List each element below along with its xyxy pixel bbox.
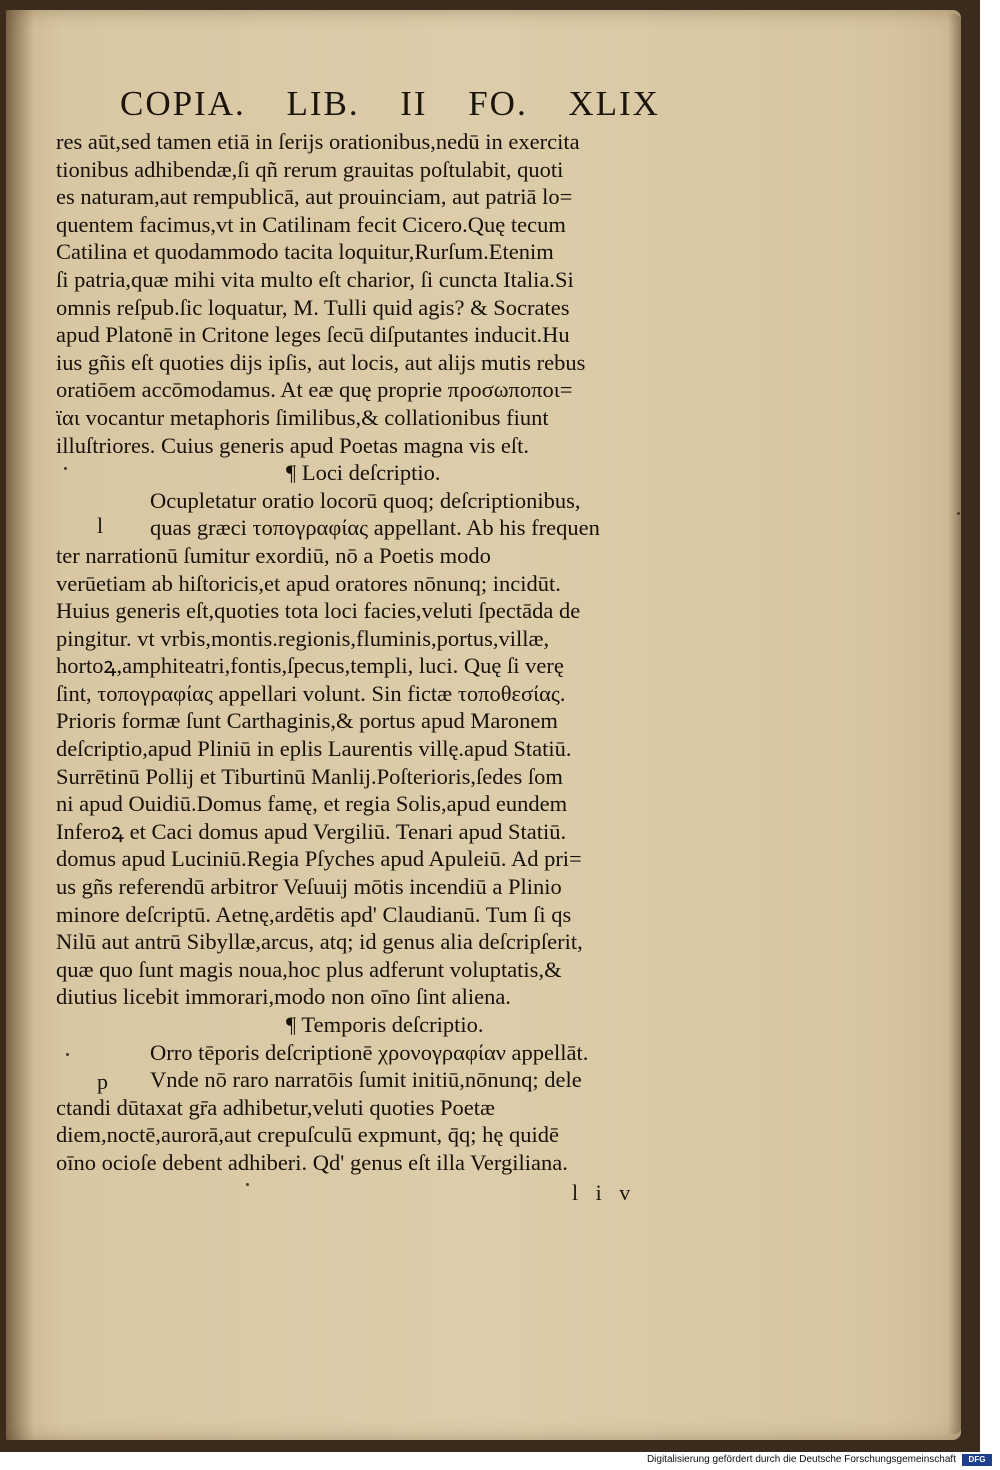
text-line: illuſtriores. Cuius generis apud Poetas magna vis eſt. xyxy=(56,432,530,458)
text-line: hortoꝝ,amphiteatri,fontis,ſpecus,templi, luci. Quę ſi verę xyxy=(56,653,564,679)
text-line: ϊαι vocantur metaphoris ſimilibus,& collationibus fiunt xyxy=(56,404,549,430)
section-heading-loci: ¶ Loci deſcriptio. xyxy=(286,460,441,486)
text-line: Ocupletatur oratio locorū quoq; deſcriptionibus, xyxy=(150,487,581,513)
text-line: Surrētinū Pollij et Tiburtinū Manlij.Poſterioris,ſedes ſom xyxy=(56,763,563,789)
signature-mark: l i v xyxy=(572,1180,637,1205)
footer-credit: Digitalisierung gefördert durch die Deutsche Forschungsgemeinschaft xyxy=(646,1454,956,1465)
margin-initial-p: p xyxy=(97,1069,108,1094)
text-line: quentem facimus,vt in Catilinam fecit Cicero.Quę tecum xyxy=(56,211,566,237)
header-book-number: II xyxy=(400,84,428,123)
text-line: apud Platonē in Critone leges ſecū diſputantes inducit.Hu xyxy=(56,322,570,348)
running-header xyxy=(120,84,660,124)
text-line: diutius licebit immorari,modo non oīno ſint aliena. xyxy=(56,984,511,1010)
text-line: verūetiam ab hiſtoricis,et apud oratores nōnunq; incidūt. xyxy=(56,570,561,596)
text-line: domus apud Luciniū.Regia Pſyches apud Apuleiū. Ad pri= xyxy=(56,846,582,872)
header-book: LIB. xyxy=(286,84,360,123)
text-line: ni apud Ouidiū.Domus famę, et regia Solis,apud eundem xyxy=(56,791,568,817)
margin-initial-l: l xyxy=(97,513,104,538)
ink-speck xyxy=(64,467,67,470)
text-line: quæ quo ſunt magis noua,hoc plus adferunt voluptatis,& xyxy=(56,956,562,982)
text-line: tionibus adhibendæ,ſi qñ rerum grauitas poſtulabit, quoti xyxy=(56,156,564,182)
text-line: us gñs referendū arbitror Veſuuij mōtis incendiū a Plinio xyxy=(56,874,562,900)
body-text xyxy=(56,128,706,1177)
section-heading-temporis: ¶ Temporis deſcriptio. xyxy=(286,1012,484,1037)
text-line: ſi patria,quæ mihi vita multo eſt charior, ſi cuncta Italia.Si xyxy=(56,266,574,292)
text-line: ius gñis eſt quoties dijs ipſis, aut locis, aut alijs mutis rebus xyxy=(56,349,586,375)
text-line: res aūt,sed tamen etiā in ſerijs orationibus,nedū in exercita xyxy=(56,129,580,154)
ink-speck xyxy=(957,512,960,515)
ink-speck xyxy=(66,1053,69,1056)
text-line: Huius generis eſt,quoties tota loci facies,veluti ſpectāda de xyxy=(56,598,581,624)
ink-speck xyxy=(246,1183,249,1186)
text-line: ter narrationū ſumitur exordiū, nō a Poetis modo xyxy=(56,542,491,568)
text-line: Vnde nō raro narratōis ſumit initiū,nōnunq; dele xyxy=(150,1067,582,1093)
text-line: ſint, τοπογραφίας appellari volunt. Sin fictæ τοποθεσίας. xyxy=(56,680,566,706)
dfg-logo-icon: DFG xyxy=(962,1454,992,1466)
text-line: deſcriptio,apud Pliniū in eplis Laurentis villę.apud Statiū. xyxy=(56,736,572,762)
text-line: Nilū aut antrū Sibyllæ,arcus, atq; id genus alia deſcripſerit, xyxy=(56,929,583,955)
text-line: Catilina et quodammodo tacita loquitur,Rurſum.Etenim xyxy=(56,239,554,265)
text-line: pingitur. vt vrbis,montis.regionis,fluminis,portus,villæ, xyxy=(56,625,550,651)
text-line: Prioris formæ ſunt Carthaginis,& portus apud Maronem xyxy=(56,708,558,734)
text-line: es naturam,aut rempublicā, aut prouinciam, aut patriā lo= xyxy=(56,184,573,210)
page-gutter-shadow xyxy=(6,10,34,1440)
page-edge xyxy=(948,14,962,1434)
text-line: oīno ocioſe debent adhiberi. Qd' genus eſt illa Vergiliana. xyxy=(56,1149,568,1175)
text-line: Inferoꝝ et Caci domus apud Vergiliū. Tenari apud Statiū. xyxy=(56,818,567,844)
text-line: minore deſcriptū. Aetnę,ardētis apd' Claudianū. Tum ſi qs xyxy=(56,901,572,927)
header-folio-label: FO. xyxy=(468,84,528,123)
text-line: diem,noctē,aurorā,aut crepuſculū expmunt, q̄q; hę quidē xyxy=(56,1122,559,1148)
text-line: quas græci τοπογραφίας appellant. Ab his frequen xyxy=(150,515,600,541)
text-line: omnis reſpub.ſic loquatur, M. Tulli quid agis? & Socrates xyxy=(56,294,570,320)
text-line: Orro tēporis deſcriptionē χρονογραφίαν appellāt. xyxy=(150,1039,589,1065)
text-line: ctandi dūtaxat gr̄a adhibetur,veluti quoties Poetæ xyxy=(56,1094,495,1120)
header-folio-number: XLIX xyxy=(568,84,660,123)
header-title: COPIA. xyxy=(120,84,246,123)
text-line: oratiōem accōmodamus. At eæ quę proprie προσωποποι= xyxy=(56,377,573,403)
